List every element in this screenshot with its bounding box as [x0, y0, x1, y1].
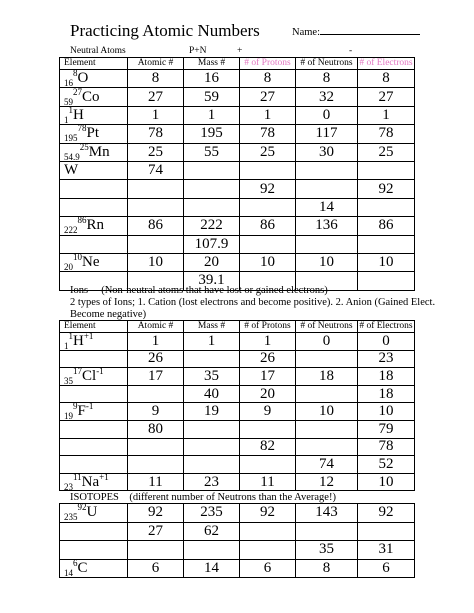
value-cell: 23: [184, 473, 240, 491]
p-plus-n-note: P+N: [189, 46, 207, 56]
ions-table: [59, 320, 415, 491]
value-cell: 0: [358, 333, 415, 351]
table-row: [60, 235, 415, 253]
element-symbol: Co: [82, 88, 100, 105]
plus-note: +: [237, 46, 243, 56]
value-cell: [240, 420, 296, 438]
isotopes-table: [59, 503, 415, 578]
element-symbol: H: [73, 106, 84, 123]
value-cell: [128, 235, 184, 253]
element-cell: [60, 368, 128, 386]
isotopes-label: ISOTOPES: [70, 492, 119, 503]
column-header: # of Protons: [240, 321, 296, 333]
value-cell: 86: [128, 217, 184, 235]
column-header: Atomic #: [128, 58, 184, 70]
table-row: [60, 88, 415, 106]
value-cell: 8: [296, 70, 358, 88]
value-cell: 235: [184, 504, 240, 523]
element-symbol: H: [73, 332, 84, 349]
element-cell: [60, 438, 128, 456]
value-cell: 14: [184, 559, 240, 578]
element-symbol: Rn: [86, 217, 105, 234]
value-cell: 25: [128, 143, 184, 161]
mass-number: 20: [64, 262, 73, 272]
element-cell: [60, 559, 128, 578]
element-symbol: Pt: [86, 125, 100, 142]
table-row: [60, 70, 415, 88]
isotopes-definition: (different number of Neutrons than the Average!): [129, 492, 336, 503]
column-header: # of Electrons: [359, 57, 413, 68]
value-cell: [128, 180, 184, 198]
element-cell: [60, 333, 128, 351]
mass-number: 235: [64, 512, 78, 522]
value-cell: 1: [240, 106, 296, 124]
minus-note: -: [349, 46, 353, 56]
value-cell: [240, 235, 296, 253]
element-cell: [60, 385, 128, 403]
value-cell: 92: [240, 180, 296, 198]
column-header: Element: [60, 58, 128, 70]
value-cell: [358, 161, 415, 179]
element-symbol: F: [77, 403, 86, 420]
mass-number: 54.9: [64, 151, 80, 162]
ions-definition: (Non-neutral atoms that have lost or gained electrons): [101, 285, 328, 296]
table-row: [60, 522, 415, 541]
element-symbol: Mn: [88, 143, 110, 160]
value-cell: [358, 272, 415, 290]
value-cell: 92: [240, 504, 296, 523]
column-header: Atomic #: [128, 321, 184, 333]
column-header: # of Neutrons: [296, 321, 358, 333]
table-row: [60, 180, 415, 198]
value-cell: [184, 161, 240, 179]
element-cell: [60, 403, 128, 421]
table-row: [60, 125, 415, 143]
element-cell: [60, 350, 128, 368]
table-row: [60, 198, 415, 216]
value-cell: 1: [184, 333, 240, 351]
value-cell: 18: [296, 368, 358, 386]
element-cell: [60, 235, 128, 253]
column-header: Element: [60, 321, 128, 333]
ions-heading: [70, 285, 328, 297]
value-cell: 59: [184, 88, 240, 106]
table-row: [60, 253, 415, 271]
value-cell: [296, 350, 358, 368]
element-cell: [60, 217, 128, 235]
table-row: [60, 217, 415, 235]
atomic-number: 27: [73, 87, 82, 97]
value-cell: 31: [358, 541, 415, 560]
ion-charge: +1: [83, 332, 94, 341]
mass-number: 19: [64, 411, 73, 421]
atomic-number: 78: [77, 124, 87, 134]
value-cell: 1: [128, 106, 184, 124]
atomic-number: 10: [73, 253, 82, 263]
table-row: [60, 456, 415, 474]
element-symbol: O: [77, 70, 89, 87]
element-cell: [60, 253, 128, 271]
element-cell: [60, 522, 128, 541]
value-cell: 117: [296, 125, 358, 143]
mass-number: 1: [64, 114, 69, 125]
value-cell: 35: [184, 368, 240, 386]
value-cell: 18: [358, 368, 415, 386]
column-header: Mass #: [184, 321, 240, 333]
column-header: # of Electrons: [359, 320, 413, 331]
value-cell: 26: [240, 350, 296, 368]
value-cell: 1: [358, 106, 415, 124]
table-row: [60, 473, 415, 491]
element-cell: [60, 198, 128, 216]
name-underline: [320, 24, 420, 35]
value-cell: 78: [358, 438, 415, 456]
element-cell: [60, 70, 128, 88]
value-cell: [184, 438, 240, 456]
value-cell: 27: [358, 88, 415, 106]
value-cell: [358, 522, 415, 541]
value-cell: 20: [240, 385, 296, 403]
value-cell: 26: [128, 350, 184, 368]
value-cell: 27: [240, 88, 296, 106]
value-cell: 74: [296, 456, 358, 474]
ion-types-text: 2 types of Ions; 1. Cation (lost electrons and become positive). 2. Anion (Gained Elect.: [70, 297, 436, 308]
element-symbol: W: [64, 162, 79, 179]
value-cell: 8: [296, 559, 358, 578]
value-cell: 0: [296, 333, 358, 351]
value-cell: 86: [358, 217, 415, 235]
neutral-atoms-label: Neutral Atoms: [70, 46, 126, 56]
value-cell: 0: [296, 106, 358, 124]
value-cell: 10: [358, 473, 415, 491]
value-cell: [296, 385, 358, 403]
atomic-number: 1: [68, 106, 73, 115]
value-cell: [240, 456, 296, 474]
atomic-number: 6: [73, 559, 78, 568]
column-header: # of Neutrons: [296, 58, 358, 70]
element-symbol: U: [86, 504, 98, 521]
atomic-number: 1: [68, 332, 73, 341]
mass-number: 222: [64, 225, 78, 236]
value-cell: [240, 161, 296, 179]
value-cell: 78: [128, 125, 184, 143]
value-cell: [128, 198, 184, 216]
element-cell: [60, 541, 128, 560]
element-cell: [60, 473, 128, 491]
value-cell: 6: [128, 559, 184, 578]
mass-number: 1: [64, 340, 69, 351]
value-cell: 35: [296, 541, 358, 560]
value-cell: [296, 180, 358, 198]
value-cell: 78: [358, 125, 415, 143]
mass-number: 16: [64, 78, 73, 88]
value-cell: 11: [128, 473, 184, 491]
table-row: [60, 161, 415, 179]
value-cell: 6: [240, 559, 296, 578]
value-cell: [240, 198, 296, 216]
value-cell: 40: [184, 385, 240, 403]
name-label: Name:: [292, 27, 320, 38]
value-cell: 32: [296, 88, 358, 106]
column-header: # of Protons: [240, 58, 296, 70]
value-cell: 55: [184, 143, 240, 161]
value-cell: 92: [358, 504, 415, 523]
value-cell: [184, 541, 240, 560]
value-cell: 92: [358, 180, 415, 198]
value-cell: [184, 198, 240, 216]
value-cell: 92: [128, 504, 184, 523]
value-cell: 10: [240, 253, 296, 271]
element-cell: [60, 504, 128, 523]
value-cell: 8: [128, 70, 184, 88]
table-row: [60, 438, 415, 456]
atomic-number: 11: [73, 473, 82, 482]
table-row: [60, 385, 415, 403]
table-row: [60, 143, 415, 161]
value-cell: 20: [184, 253, 240, 271]
value-cell: [240, 541, 296, 560]
value-cell: 10: [296, 253, 358, 271]
value-cell: [128, 541, 184, 560]
value-cell: 11: [240, 473, 296, 491]
element-symbol: Na: [81, 473, 100, 490]
element-symbol: Cl: [82, 367, 97, 384]
value-cell: [184, 456, 240, 474]
atomic-number: 9: [73, 402, 78, 412]
element-symbol: Ne: [82, 254, 100, 271]
ions-label: Ions: [70, 285, 89, 296]
value-cell: [296, 438, 358, 456]
atomic-number: 86: [77, 216, 87, 226]
value-cell: 30: [296, 143, 358, 161]
mass-number: 14: [64, 567, 73, 578]
value-cell: 9: [240, 403, 296, 421]
mass-number: 195: [64, 133, 78, 144]
value-cell: [358, 198, 415, 216]
value-cell: 80: [128, 420, 184, 438]
value-cell: 17: [240, 368, 296, 386]
value-cell: [358, 235, 415, 253]
value-cell: 1: [184, 106, 240, 124]
value-cell: 12: [296, 473, 358, 491]
value-cell: 10: [128, 253, 184, 271]
mass-number: 59: [64, 96, 73, 107]
ion-charge: +1: [99, 473, 109, 482]
table-row: [60, 368, 415, 386]
element-cell: [60, 106, 128, 124]
value-cell: 143: [296, 504, 358, 523]
value-cell: 27: [128, 522, 184, 541]
value-cell: 17: [128, 368, 184, 386]
value-cell: [296, 420, 358, 438]
value-cell: [128, 456, 184, 474]
value-cell: 9: [128, 403, 184, 421]
value-cell: 16: [184, 70, 240, 88]
neutral-atoms-table: [59, 57, 415, 291]
ion-types-text-cont: Become negative): [70, 309, 147, 320]
value-cell: 10: [358, 253, 415, 271]
header-row: [60, 58, 415, 70]
value-cell: 6: [358, 559, 415, 578]
atomic-number: 17: [73, 367, 82, 376]
table-row: [60, 420, 415, 438]
element-cell: [60, 456, 128, 474]
ion-charge: -1: [96, 367, 104, 376]
value-cell: 10: [296, 403, 358, 421]
value-cell: 52: [358, 456, 415, 474]
value-cell: 1: [240, 333, 296, 351]
value-cell: 74: [128, 161, 184, 179]
table-row: [60, 504, 415, 523]
element-symbol: C: [77, 559, 88, 576]
value-cell: 136: [296, 217, 358, 235]
ion-charge: -1: [85, 402, 94, 412]
value-cell: 195: [184, 125, 240, 143]
value-cell: [296, 235, 358, 253]
value-cell: [128, 385, 184, 403]
name-field[interactable]: [292, 24, 420, 38]
value-cell: 86: [240, 217, 296, 235]
value-cell: 19: [184, 403, 240, 421]
element-cell: [60, 143, 128, 161]
value-cell: 222: [184, 217, 240, 235]
table-row: [60, 350, 415, 368]
value-cell: 39.1: [184, 272, 240, 290]
header-row: [60, 321, 415, 333]
value-cell: [296, 522, 358, 541]
atomic-number: 25: [79, 143, 89, 152]
element-cell: [60, 125, 128, 143]
value-cell: [128, 438, 184, 456]
value-cell: [296, 161, 358, 179]
value-cell: 23: [358, 350, 415, 368]
element-cell: [60, 88, 128, 106]
atomic-number: 92: [77, 503, 87, 513]
mass-number: 23: [64, 481, 73, 491]
table-row: [60, 541, 415, 560]
value-cell: [184, 350, 240, 368]
table-row: [60, 106, 415, 124]
value-cell: [184, 420, 240, 438]
value-cell: 14: [296, 198, 358, 216]
table-row: [60, 559, 415, 578]
value-cell: 1: [128, 333, 184, 351]
value-cell: 107.9: [184, 235, 240, 253]
value-cell: [184, 180, 240, 198]
value-cell: 8: [240, 70, 296, 88]
value-cell: 82: [240, 438, 296, 456]
table-row: [60, 333, 415, 351]
value-cell: 79: [358, 420, 415, 438]
element-cell: [60, 161, 128, 179]
value-cell: 8: [358, 70, 415, 88]
value-cell: 25: [358, 143, 415, 161]
value-cell: 10: [358, 403, 415, 421]
element-cell: [60, 180, 128, 198]
value-cell: [240, 522, 296, 541]
mass-number: 35: [64, 375, 73, 386]
value-cell: 27: [128, 88, 184, 106]
value-cell: 78: [240, 125, 296, 143]
page-title: Practicing Atomic Numbers: [70, 21, 260, 40]
value-cell: 18: [358, 385, 415, 403]
atomic-number: 8: [73, 69, 78, 79]
element-cell: [60, 420, 128, 438]
column-header: Mass #: [184, 58, 240, 70]
table-row: [60, 403, 415, 421]
value-cell: 62: [184, 522, 240, 541]
value-cell: 25: [240, 143, 296, 161]
